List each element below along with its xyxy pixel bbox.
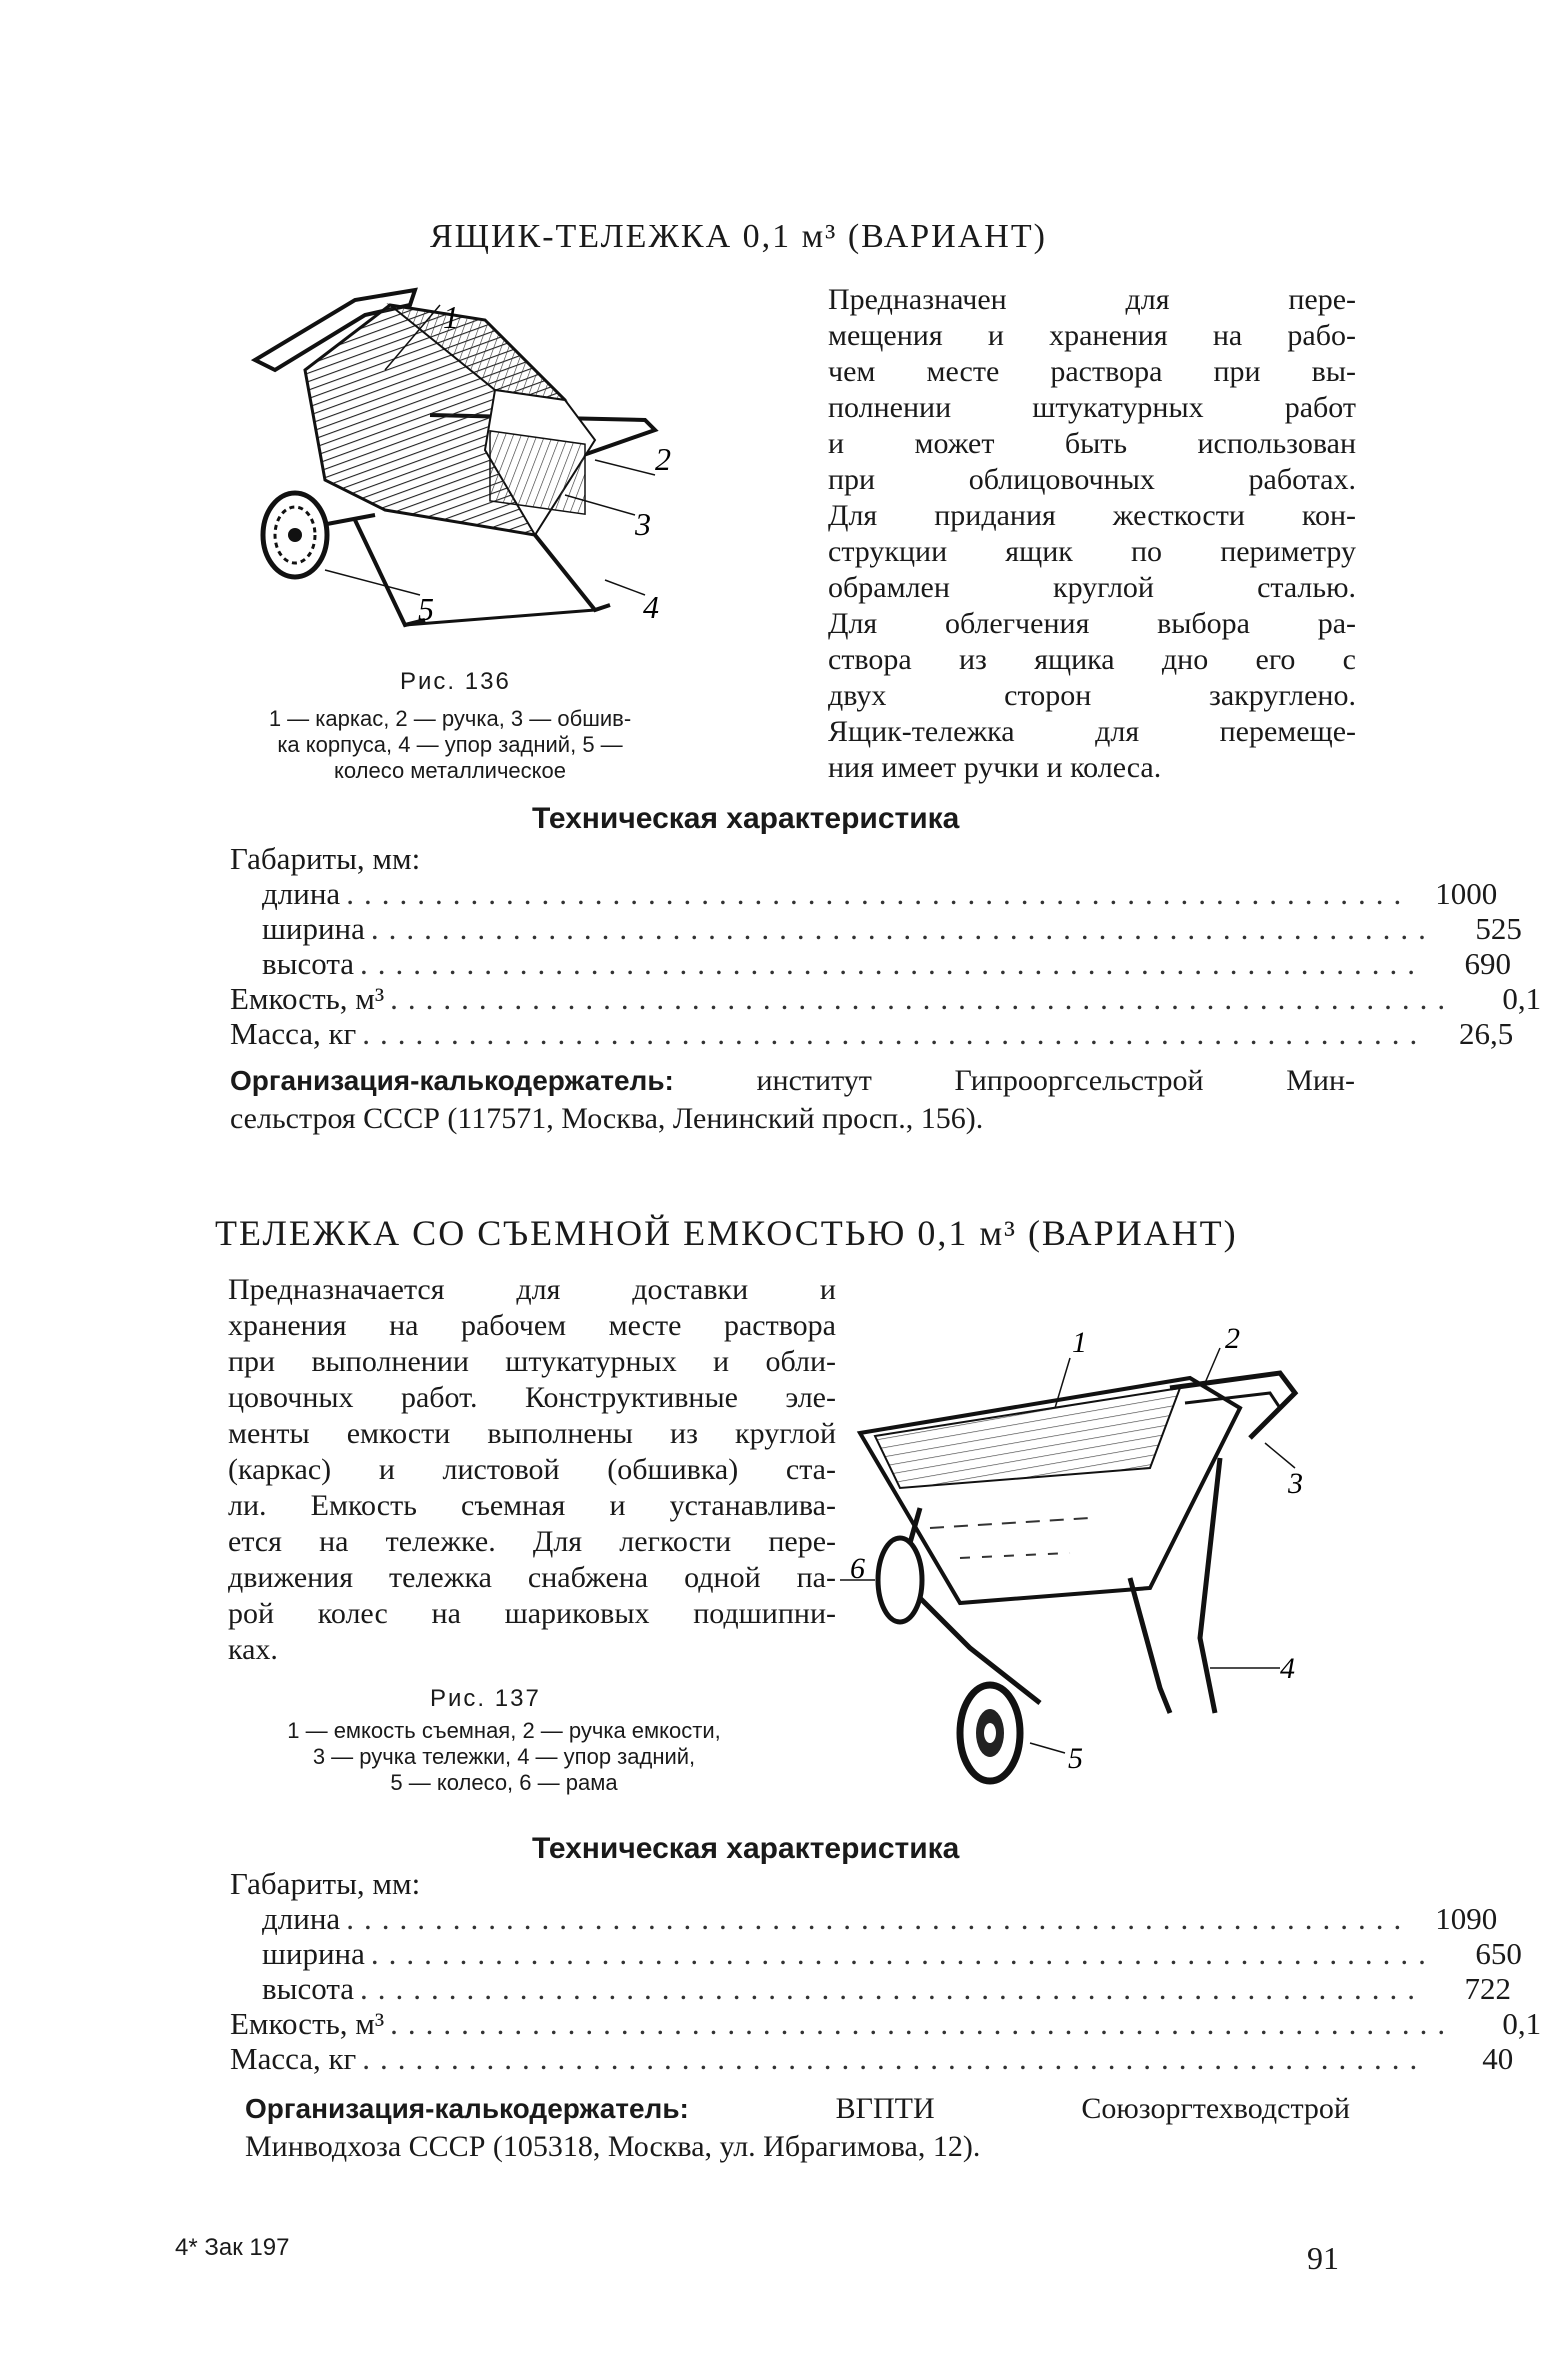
description-line: обрамлен круглой сталью. [828,571,1356,604]
spec-leader-dots: ............................................................ [370,1936,1436,1971]
caption-line: ка корпуса, 4 — упор задний, 5 — [277,732,623,757]
spec-label: высота [262,946,355,981]
page-number: 91 [1307,2240,1339,2276]
description-line: ках. [228,1633,278,1666]
fig137-callout-6: 6 [850,1552,865,1585]
section1-description [828,282,1356,786]
section1-organization [230,1062,1355,1138]
description-line: и может быть использован [828,427,1356,460]
spec-row [262,876,1498,911]
spec-row [230,1016,1514,1051]
spec-row [262,1971,1512,2006]
org-text-2: Минводхоза СССР (105318, Москва, ул. Ибрагимова, 12). [245,2130,981,2163]
description-line: мещения и хранения на рабо- [828,319,1356,352]
spec-value: 722 [1464,1971,1512,2006]
description-line: (каркас) и листовой (обшивка) ста- [228,1453,836,1486]
spec-value: 0,1 [1502,981,1541,1016]
org-text-2: сельстроя СССР (117571, Москва, Ленинский просп., 156). [230,1102,984,1135]
description-line: при облицовочных работах. [828,463,1356,496]
spec-value: 690 [1464,946,1512,981]
description-line: Ящик-тележка для перемеще- [828,715,1356,748]
description-line: хранения на рабочем месте раствора [228,1309,836,1342]
figure-136-caption [180,706,720,784]
section2-spec-group-label: Габариты, мм: [230,1866,421,1901]
spec-value: 26,5 [1459,1016,1514,1051]
figure-136-label: Рис. 136 [400,668,511,695]
spec-row [230,981,1541,1016]
spec-leader-dots: ............................................................ [360,1971,1426,2006]
spec-value: 0,1 [1502,2006,1541,2041]
spec-leader-dots: ............................................................ [370,911,1436,946]
description-line: Для придания жесткости кон- [828,499,1356,532]
caption-line: 1 — емкость съемная, 2 — ручка емкости, [287,1718,721,1743]
spec-label: Масса, кг [230,2041,357,2076]
spec-row [262,1901,1498,1936]
fig137-callout-3: 3 [1288,1467,1303,1500]
spec-value: 40 [1482,2041,1514,2076]
spec-label: Масса, кг [230,1016,357,1051]
fig137-callout-4: 4 [1280,1652,1295,1685]
spec-value: 650 [1475,1936,1522,1971]
figure-137-label: Рис. 137 [430,1685,541,1712]
description-line: чем месте раствора при вы- [828,355,1356,388]
spec-label: Емкость, м³ [230,981,385,1016]
description-line: Предназначается для доставки и [228,1273,836,1306]
description-line: ли. Емкость съемная и устанавлива- [228,1489,836,1522]
spec-row [230,2006,1541,2041]
fig136-callout-3: 3 [635,506,651,542]
figure-136-illustration [235,280,675,660]
description-line: при выполнении штукатурных и обли- [228,1345,836,1378]
description-line: ния имеет ручки и колеса. [828,751,1162,784]
spec-value: 525 [1475,911,1522,946]
fig137-callout-5: 5 [1068,1742,1083,1775]
fig136-callout-4: 4 [643,589,659,625]
spec-row [262,946,1512,981]
figure-137-caption [170,1718,838,1796]
spec-row [262,1936,1522,1971]
fig136-callout-1: 1 [443,299,459,335]
section1-spec-title: Техническая характеристика [532,802,960,835]
org-label: Организация-калькодержатель: [245,2093,689,2124]
spec-label: длина [262,876,341,911]
section2-spec-title: Техническая характеристика [532,1832,960,1865]
org-label: Организация-калькодержатель: [230,1065,674,1096]
caption-line: 5 — колесо, 6 — рама [390,1770,618,1795]
spec-value: 1000 [1435,876,1498,911]
spec-leader-dots: ............................................................ [360,946,1426,981]
figure-137-illustration [840,1318,1310,1798]
caption-line: 1 — каркас, 2 — ручка, 3 — обшив- [268,706,632,731]
description-line: цовочных работ. Конструктивные эле- [228,1381,836,1414]
description-line: менты емкости выполнены из круглой [228,1417,836,1450]
description-line: створа из ящика дно его с [828,643,1356,676]
spec-leader-dots: ............................................................ [362,2041,1428,2076]
spec-leader-dots: ............................................................ [390,2006,1456,2041]
fig137-callout-1: 1 [1072,1326,1087,1359]
description-line: движения тележка снабжена одной па- [228,1561,836,1594]
description-line: струкции ящик по периметру [828,535,1356,568]
description-line: рой колес на шариковых подшипни- [228,1597,836,1630]
caption-line: колесо металлическое [334,758,566,783]
description-line: полнении штукатурных работ [828,391,1356,424]
spec-row [262,911,1522,946]
fig136-callout-2: 2 [655,441,671,477]
description-line: ется на тележке. Для легкости пере- [228,1525,836,1558]
section2-organization [245,2090,1350,2166]
spec-label: Емкость, м³ [230,2006,385,2041]
spec-value: 1090 [1435,1901,1498,1936]
spec-label: ширина [262,1936,365,1971]
fig137-callout-2: 2 [1225,1322,1240,1355]
description-line: двух сторон закруглено. [828,679,1356,712]
spec-label: ширина [262,911,365,946]
spec-leader-dots: ............................................................ [346,1901,1412,1936]
description-line: Для облегчения выбора ра- [828,607,1356,640]
section2-description [228,1272,836,1668]
caption-line: 3 — ручка тележки, 4 — упор задний, [312,1744,696,1769]
description-line: Предназначен для пере- [828,283,1356,316]
section1-spec-group-label: Габариты, мм: [230,841,421,876]
section1-title: ЯЩИК-ТЕЛЕЖКА 0,1 м³ (ВАРИАНТ) [430,218,1047,255]
spec-row [230,2041,1514,2076]
org-text-1: институт Гипрооргсельстрой Мин- [756,1064,1355,1097]
spec-leader-dots: ............................................................ [362,1016,1428,1051]
org-text-1: ВГПТИ Союзоргтехводстрой [835,2092,1350,2125]
fig136-callout-5: 5 [418,591,434,627]
spec-leader-dots: ............................................................ [346,876,1412,911]
section2-title: ТЕЛЕЖКА СО СЪЕМНОЙ ЕМКОСТЬЮ 0,1 м³ (ВАРИАНТ) [215,1213,1238,1253]
spec-leader-dots: ............................................................ [390,981,1456,1016]
spec-label: длина [262,1901,341,1936]
footer-print-info: 4* Зак 197 [175,2234,290,2261]
spec-label: высота [262,1971,355,2006]
